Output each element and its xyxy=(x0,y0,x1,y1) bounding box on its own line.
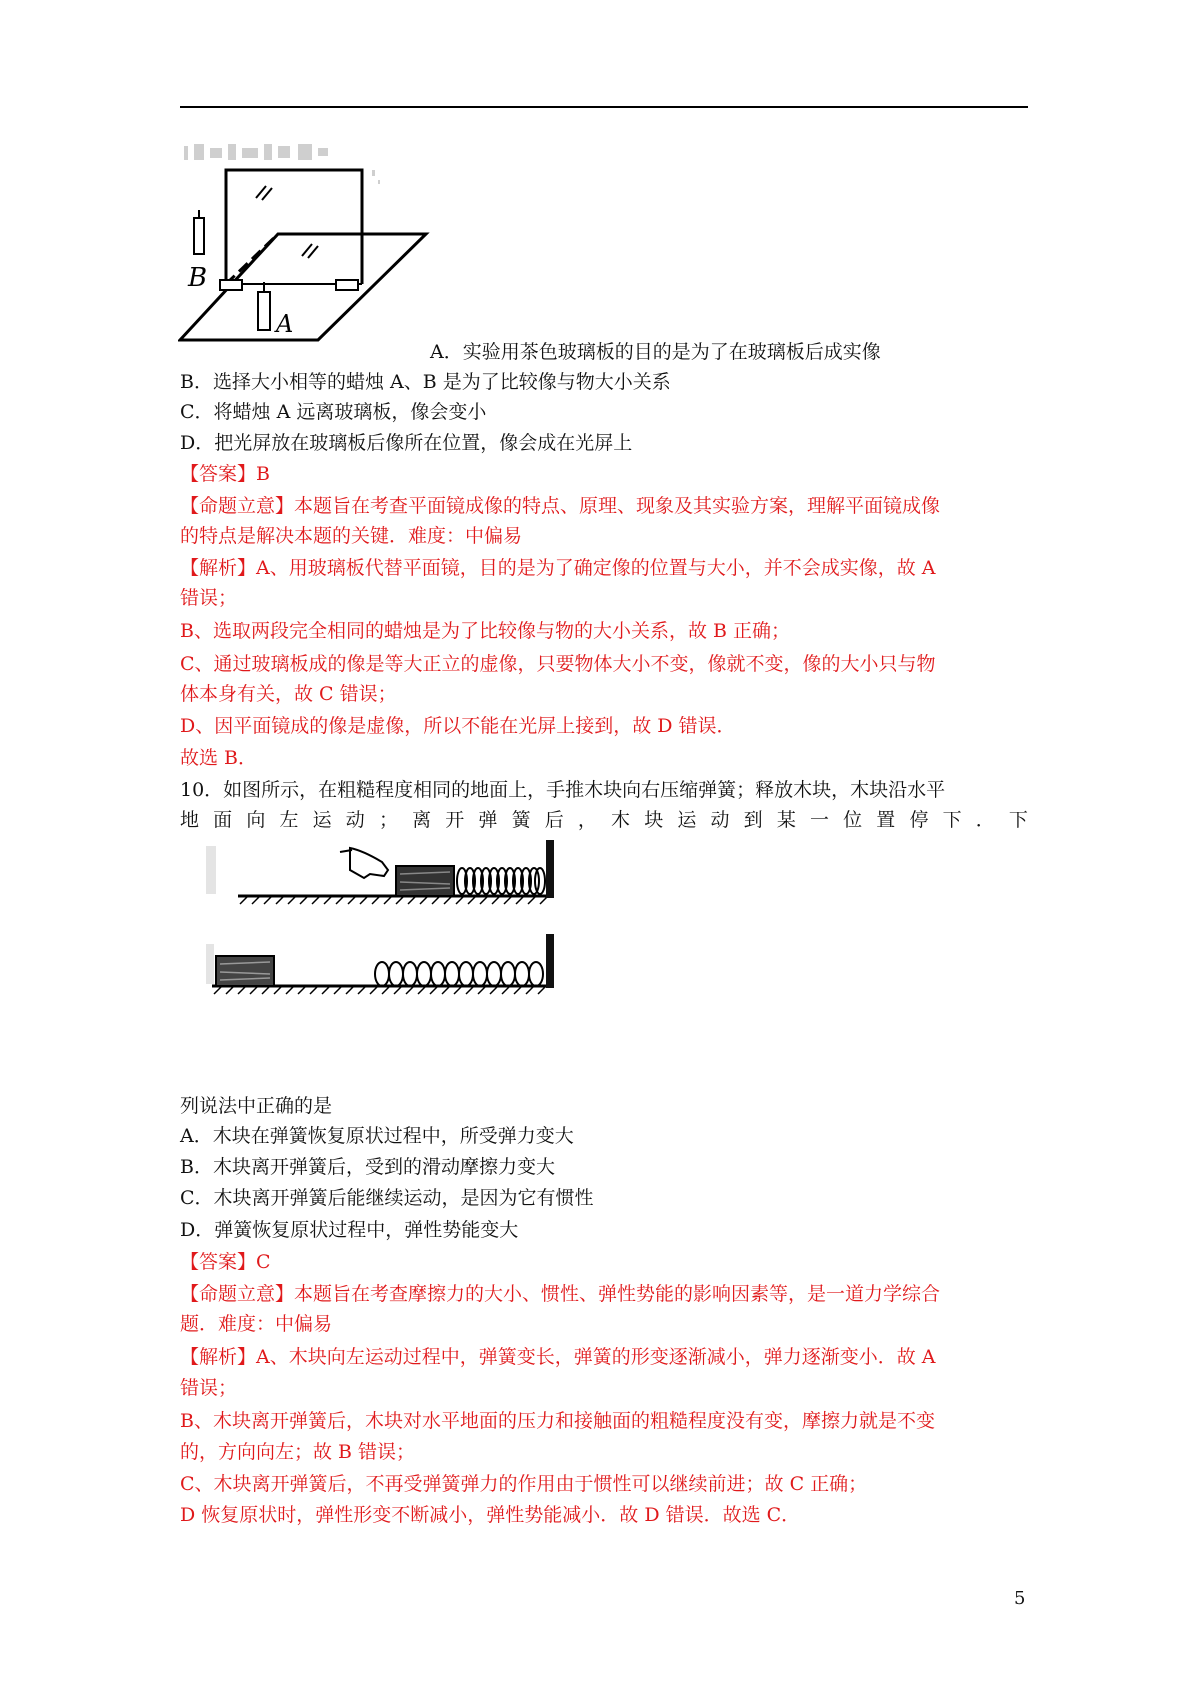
q10-stem-char: 向 xyxy=(246,809,266,831)
label-a: A xyxy=(276,310,294,338)
q10-option-c: C．木块离开弹簧后能继续运动，是因为它有惯性 xyxy=(180,1187,594,1209)
q10-analysis-line-2: 错误； xyxy=(180,1377,238,1399)
q10-stem-char: 一 xyxy=(809,809,829,831)
q10-intent-line-2: 题．难度：中偏易 xyxy=(180,1313,333,1335)
q9-answer: 【答案】B xyxy=(180,463,270,485)
q10-stem-char: 开 xyxy=(445,809,465,831)
q10-option-b: B．木块离开弹簧后，受到的滑动摩擦力变大 xyxy=(180,1156,555,1178)
q9-conclusion: 故选 B． xyxy=(180,747,258,769)
spring-block-figure xyxy=(200,840,570,1020)
q10-stem-char: 左 xyxy=(279,809,299,831)
q9-analysis-line-5: 体本身有关，故 C 错误； xyxy=(180,683,397,705)
q9-option-d: D．把光屏放在玻璃板后像所在位置，像会成在光屏上 xyxy=(180,432,633,454)
q10-stem-char: ； xyxy=(378,809,398,831)
q9-analysis-line-6: D、因平面镜成的像是虚像，所以不能在光屏上接到，故 D 错误． xyxy=(180,715,736,737)
q10-stem-char: 离 xyxy=(412,809,432,831)
q9-intent-line-2: 的特点是解决本题的关键．难度：中偏易 xyxy=(180,525,523,547)
q10-stem-line-3: 列说法中正确的是 xyxy=(180,1095,333,1117)
q10-stem-char: 木 xyxy=(611,809,631,831)
q10-stem-char: 簧 xyxy=(511,809,531,831)
q10-stem-char: ， xyxy=(577,809,597,831)
q10-stem-char: 后 xyxy=(544,809,564,831)
q10-stem-char: 弹 xyxy=(478,809,498,831)
q9-intent-line-1: 【命题立意】本题旨在考查平面镜成像的特点、原理、现象及其实验方案，理解平面镜成像 xyxy=(180,495,941,517)
q10-stem-char: 运 xyxy=(312,809,332,831)
q10-stem-char: 面 xyxy=(213,809,233,831)
q9-analysis-line-1: 【解析】A、用玻璃板代替平面镜，目的是为了确定像的位置与大小，并不会成实像，故 A xyxy=(180,557,936,579)
header-rule xyxy=(180,106,1028,108)
q10-stem-char: 下 xyxy=(942,809,962,831)
q10-stem-char: 停 xyxy=(909,809,929,831)
q10-answer: 【答案】C xyxy=(180,1251,271,1273)
q9-analysis-line-3: B、选取两段完全相同的蜡烛是为了比较像与物的大小关系，故 B 正确； xyxy=(180,620,791,642)
q10-stem-char: 到 xyxy=(743,809,763,831)
page-number: 5 xyxy=(1014,1588,1026,1609)
q10-option-d: D．弹簧恢复原状过程中，弹性势能变大 xyxy=(180,1219,519,1241)
q10-stem-char: 地 xyxy=(180,809,200,831)
q10-stem-line-2 xyxy=(180,808,1028,832)
q9-option-a: A．实验用茶色玻璃板的目的是为了在玻璃板后成实像 xyxy=(430,341,881,363)
q10-analysis-line-3: B、木块离开弹簧后，木块对水平地面的压力和接触面的粗糙程度没有变，摩擦力就是不变 xyxy=(180,1410,935,1432)
q10-stem-line-1: 10．如图所示，在粗糙程度相同的地面上，手推木块向右压缩弹簧；释放木块，木块沿水平 xyxy=(180,779,946,801)
q10-analysis-line-1: 【解析】A、木块向左运动过程中，弹簧变长，弹簧的形变逐渐减小，弹力逐渐变小．故 A xyxy=(180,1346,936,1368)
q10-stem-char: 块 xyxy=(644,809,664,831)
q10-analysis-line-6: D 恢复原状时，弹性形变不断减小，弹性势能减小．故 D 错误．故选 C． xyxy=(180,1504,801,1526)
q10-stem-char: 位 xyxy=(843,809,863,831)
q10-stem-char: 动 xyxy=(345,809,365,831)
q9-analysis-line-4: C、通过玻璃板成的像是等大正立的虚像，只要物体大小不变，像就不变，像的大小只与物 xyxy=(180,653,936,675)
q10-analysis-line-4: 的，方向向左；故 B 错误； xyxy=(180,1441,416,1463)
q10-stem-char: 下 xyxy=(1008,809,1028,831)
q10-stem-char: 运 xyxy=(677,809,697,831)
q10-stem-char: 动 xyxy=(710,809,730,831)
mirror-experiment-figure xyxy=(178,140,438,350)
q10-stem-char: 某 xyxy=(776,809,796,831)
q10-option-a: A．木块在弹簧恢复原状过程中，所受弹力变大 xyxy=(180,1125,574,1147)
q9-option-b: B．选择大小相等的蜡烛 A、B 是为了比较像与物大小关系 xyxy=(180,371,671,393)
q10-analysis-line-5: C、木块离开弹簧后，不再受弹簧弹力的作用由于惯性可以继续前进；故 C 正确； xyxy=(180,1473,868,1495)
q10-stem-char: 置 xyxy=(876,809,896,831)
q9-option-c: C．将蜡烛 A 远离玻璃板，像会变小 xyxy=(180,401,487,423)
label-b: B xyxy=(188,263,208,293)
q10-stem-char: ． xyxy=(975,809,995,831)
q9-analysis-line-2: 错误； xyxy=(180,587,238,609)
q10-intent-line-1: 【命题立意】本题旨在考查摩擦力的大小、惯性、弹性势能的影响因素等，是一道力学综合 xyxy=(180,1283,941,1305)
